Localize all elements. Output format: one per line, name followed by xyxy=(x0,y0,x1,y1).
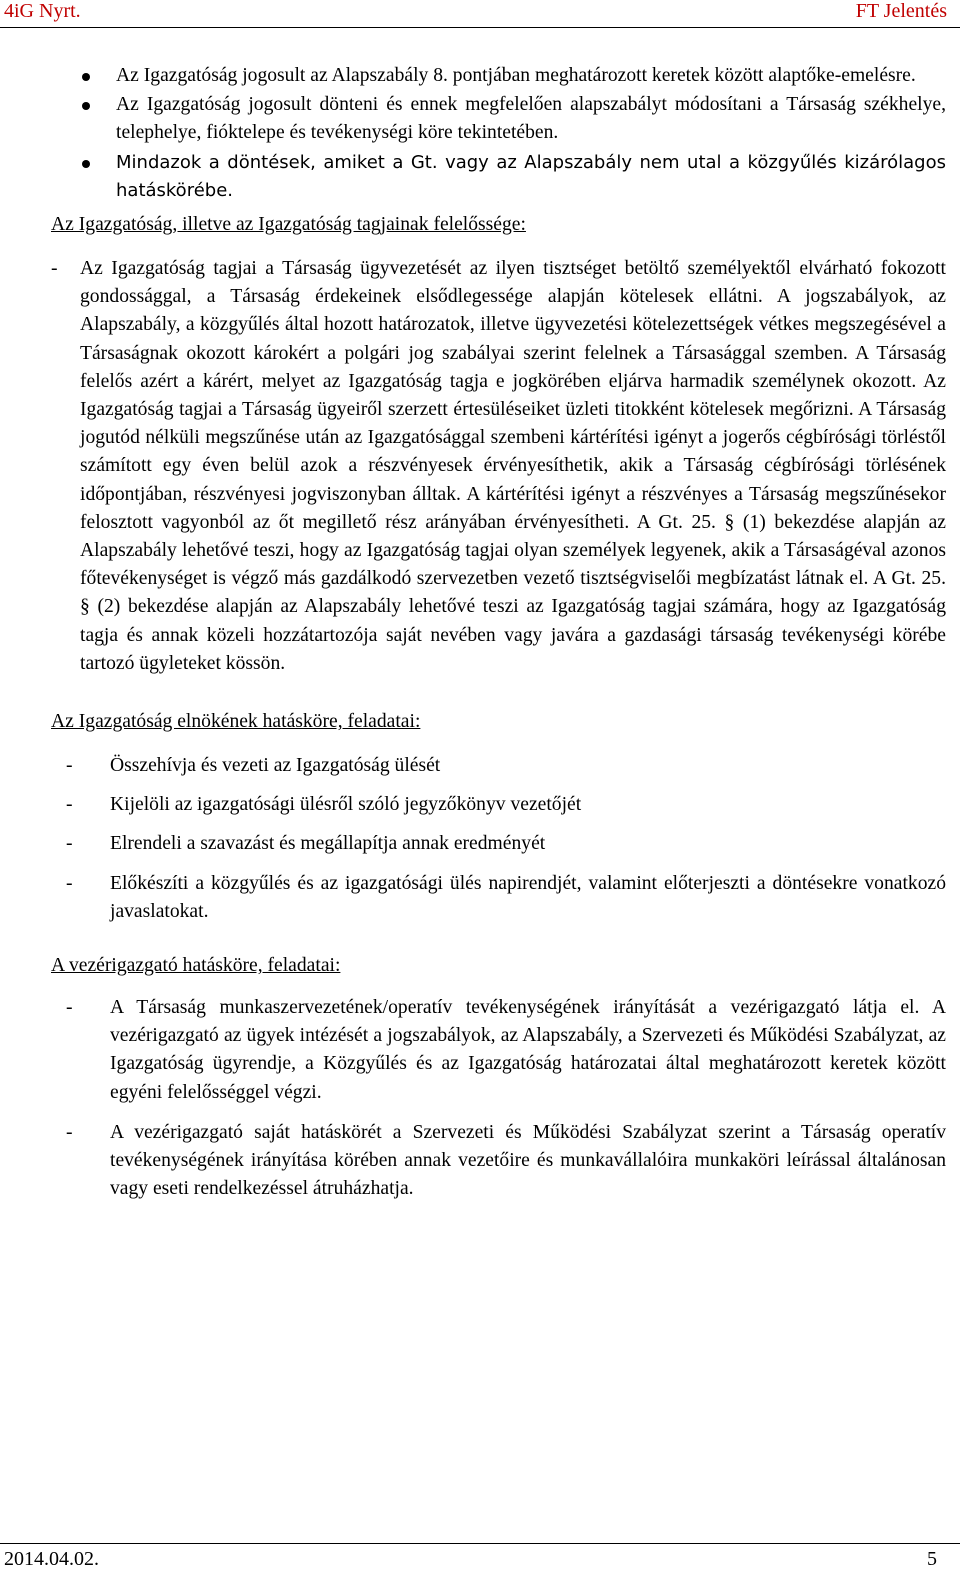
section-title-board-liability: Az Igazgatóság, illetve az Igazgatóság tagjainak felelőssége: xyxy=(51,214,526,236)
list-item xyxy=(51,752,946,780)
dash-marker: - xyxy=(66,833,73,855)
dash-marker: - xyxy=(66,872,73,894)
list-item-text: Elrendeli a szavazást és megállapítja annak eredményét xyxy=(110,833,546,855)
ceo-duties-list xyxy=(66,994,946,1203)
company-name: 4iG Nyrt. xyxy=(4,0,81,22)
section-title-ceo-duties: A vezérigazgató hatásköre, feladatai: xyxy=(51,955,341,977)
bullet-text: Mindazok a döntések, amiket a Gt. vagy az Alapszabály nem utal a közgyűlés kizárólagos hatáskörébe. xyxy=(116,151,946,201)
chairman-duties-list xyxy=(66,752,946,926)
bullet-text: Az Igazgatóság jogosult dönteni és ennek megfelelően alapszabályt módosítani a Társaság székhelye, telephelye, fióktelepe és tevékenységi köre tekintetében. xyxy=(116,94,946,144)
bullet-item xyxy=(80,62,946,90)
dash-marker: - xyxy=(66,794,73,816)
list-item-text: Előkészíti a közgyűlés és az igazgatósági ülés napirendjét, valamint előterjeszti a döntésekre vonatkozó javaslatokat. xyxy=(110,872,946,922)
bullet-icon xyxy=(82,73,90,81)
list-item-text: A vezérigazgató saját hatáskörét a Szervezeti és Működési Szabályzat szerint a Társaság operatív tevékenységének irányítása körében annak vezetőire és munkavállalóira munkaköri leírással általánosan vagy eseti rendelkezéssel átruházhatja. xyxy=(110,1121,946,1200)
list-item-text: Összehívja és vezeti az Igazgatóság ülését xyxy=(110,755,441,777)
board-liability-text: Az Igazgatóság tagjai a Társaság ügyvezetését az ilyen tisztséget betöltő személyektől elvárható fokozott gondossággal, a Társaság érdekeinek elsődlegessége alapján kötelesek ellátni. A jogszabályok, az Alapszabály, a közgyűlés által hozott határozatok, illetve ügyvezetési kötelezettségek vétkes megszegésével a Társaságnak okozott károkért a polgári jog szabályai szerint felelnek a Társasággal szemben. A Társaság felelős azért a kárért, melyet az Igazgatóság tagja e jogkörében eljárva harmadik személynek okozott. Az Igazgatóság tagjai a Társaság ügyeiről szerzett értesüléseiket üzleti titokként kötelesek megőrizni. A Társaság jogutód nélküli megszűnése után az Igazgatósággal szembeni kártérítési igényt a jogerős cégbírósági törléstől számított egy éven belül azok a részvényesek érvényesíthetik, akik a Társaság cégbírósági törlésének időpontjában, részvényesi jogviszonyban álltak. A kártérítési igényt a részvényes a Társaság megszűnésekor felosztott vagyonból az őt megillető rész arányában érvényesítheti. A Gt. 25. § (1) bekezdése alapján az Alapszabály lehetővé teszi, hogy az Igazgatóság tagjai olyan személyek legyenek, akik a Társaságéval azonos főtevékenységet is végző más gazdálkodó szervezetben vezető tisztségviselői megbízatást látnak el. A Gt. 25. § (2) bekezdése alapján az Alapszabály lehetővé teszi az Igazgatóság tagjai számára, hogy az Igazgatóság tagja és annak közeli hozzátartozója saját nevében vagy javára a gazdasági társaság tevékenységi körébe tartozó ügyleteket kössön. xyxy=(80,258,946,674)
bullet-icon xyxy=(82,102,90,110)
footer-divider xyxy=(0,1543,960,1544)
footer-date: 2014.04.02. xyxy=(4,1548,99,1570)
header-divider xyxy=(0,27,960,28)
bullet-text: Az Igazgatóság jogosult az Alapszabály 8. pontjában meghatározott keretek között alaptőke-emelésre. xyxy=(116,65,916,86)
dash-marker: - xyxy=(66,1121,73,1143)
bullet-item xyxy=(80,91,946,147)
page-header xyxy=(0,0,960,28)
page-number: 5 xyxy=(927,1548,937,1570)
report-name: FT Jelentés xyxy=(855,0,947,22)
list-item-text: Kijelöli az igazgatósági ülésről szóló jegyzőkönyv vezetőjét xyxy=(110,794,582,816)
dash-marker: - xyxy=(66,997,73,1019)
bullet-icon xyxy=(82,160,90,168)
section-title-chairman-duties: Az Igazgatóság elnökének hatásköre, feladatai: xyxy=(51,711,421,733)
powers-bullet-list xyxy=(80,62,946,205)
list-item xyxy=(51,1119,946,1204)
list-item xyxy=(51,830,946,858)
bullet-item xyxy=(80,149,946,205)
board-liability-paragraph xyxy=(51,255,946,678)
list-item xyxy=(51,791,946,819)
list-item xyxy=(51,994,946,1107)
document-body xyxy=(51,62,946,1204)
dash-marker: - xyxy=(66,755,73,777)
list-item xyxy=(51,870,946,926)
dash-marker: - xyxy=(51,258,58,280)
list-item-text: A Társaság munkaszervezetének/operatív tevékenységének irányítását a vezérigazgató látja el. A vezérigazgató az ügyek intézését a jogszabályok, az Alapszabály, a Szervezeti és Működési Szabályzat, az Igazgatóság ügyrendje, a Közgyűlés és az Igazgatóság határozatai által meghatározott keretek között egyéni felelősséggel végzi. xyxy=(110,997,946,1103)
